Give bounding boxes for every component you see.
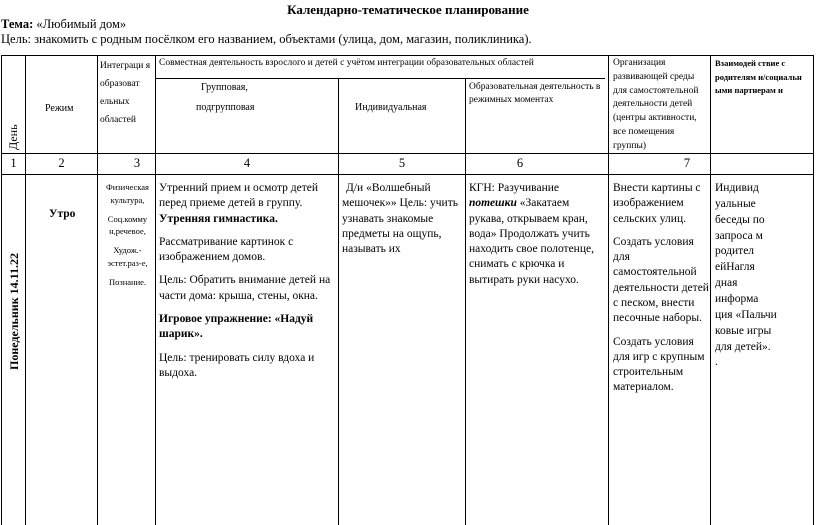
row-environment xyxy=(613,181,709,404)
header-regime-moments: Образовательная деятельность в режимных моментах xyxy=(469,82,601,105)
col-number-6: 6 xyxy=(516,156,524,170)
row-group-activity xyxy=(159,181,335,389)
area-item: Соц.комму н,речевое, xyxy=(107,213,148,237)
header-environment: Организация развивающей среды для самостоятельной деятельности детей (центры активности, все помещения группы) xyxy=(613,58,699,151)
theme-value: «Любимый дом» xyxy=(36,17,127,31)
group-p5: Цель: тренировать силу вдоха и выдоха. xyxy=(159,351,315,379)
col-number-7: 7 xyxy=(683,156,691,170)
group-p4: Игровое упражнение: «Надуй шарик». xyxy=(159,312,314,341)
goal-line: Цель: знакомить с родным посёлком его названием, объектами (улица, дом, магазин, поликлиника). xyxy=(1,32,532,46)
regime-prefix: КГН: Разучивание xyxy=(469,182,559,194)
header-parents: Взаимодей ствие с родителям и/социальн ыми партнерам и xyxy=(715,58,802,96)
header-group-line2: подгрупповая xyxy=(196,102,255,113)
col-number-4: 4 xyxy=(243,156,251,170)
table-border-top xyxy=(1,55,814,56)
header-mode: Режим xyxy=(45,103,74,114)
row-areas xyxy=(100,181,155,288)
row-parents xyxy=(715,181,777,371)
row-individual-activity: Д/и «Волшебный мешочек»» Цель: учить узнавать знакомые предметы на ощупь, называть их xyxy=(342,182,458,256)
col-divider-5 xyxy=(465,78,466,525)
group-p2: Рассматривание картинок с изображением домов. xyxy=(159,235,294,264)
col-number-5: 5 xyxy=(398,156,406,170)
col-divider-2 xyxy=(97,55,98,525)
joint-subheader-line xyxy=(155,78,605,79)
parents-text: Индивид уальные беседы по запроса м родител ейНагля дная информа ция «Пальчи ковые игры для детей». xyxy=(715,182,777,353)
header-individual: Индивидуальная xyxy=(355,102,427,113)
document-title: Календарно-тематическое планирование xyxy=(287,2,529,17)
col-divider-3 xyxy=(155,55,156,525)
row-regime-activity xyxy=(469,181,606,288)
col-number-2: 2 xyxy=(58,156,65,170)
row-mode: Утро xyxy=(49,208,76,220)
regime-bold-italic: потешки xyxy=(469,197,517,210)
environment-p2: Создать условия для самостоятельной деятельности детей с песком, внести песочные наборы. xyxy=(613,235,709,325)
table-border-left xyxy=(1,55,2,525)
area-item: Худож.- эстет.раз-е, xyxy=(107,245,148,268)
table-border-right xyxy=(813,55,814,525)
group-p3: Цель: Обратить внимание детей на части дома: крыша, стены, окна. xyxy=(159,274,331,302)
environment-p1: Внести картины с изображением сельских улиц. xyxy=(613,182,701,225)
col-divider-1 xyxy=(25,55,26,525)
theme-label: Тема: xyxy=(1,17,34,31)
col-divider-7 xyxy=(710,55,711,525)
header-joint: Совместная деятельность взрослого и детей с учётом интеграции образовательных областей xyxy=(159,58,534,68)
row-day: Понедельник 14.11.22 xyxy=(7,253,21,370)
area-item: Познание. xyxy=(108,276,147,287)
col-divider-6 xyxy=(608,55,609,525)
group-p1-bold: Утренняя гимнастика. xyxy=(159,212,278,225)
area-item: Физическая культура, xyxy=(106,182,149,205)
header-group-line1: Групповая, xyxy=(201,82,248,93)
parents-end: . xyxy=(715,356,718,369)
col-number-3: 3 xyxy=(133,156,141,170)
group-p1-text: Утренний прием и осмотр детей перед приеме детей в группу. xyxy=(159,182,319,210)
header-day: День xyxy=(6,124,20,150)
regime-rest: «Закатаем рукава, открываем кран, вода» Продолжать учить находить свое полотенце, снимать с крючка и вытирать руки насухо. xyxy=(469,197,594,286)
col-divider-4 xyxy=(338,78,339,525)
planning-table xyxy=(1,55,814,525)
col-number-1: 1 xyxy=(10,156,17,170)
numbers-bottom-line xyxy=(1,174,814,175)
environment-p3: Создать условия для игр с крупным строительным материалом. xyxy=(613,335,705,394)
theme-line xyxy=(1,17,126,32)
header-integration: Интеграци я образоват ельных областей xyxy=(100,61,151,126)
